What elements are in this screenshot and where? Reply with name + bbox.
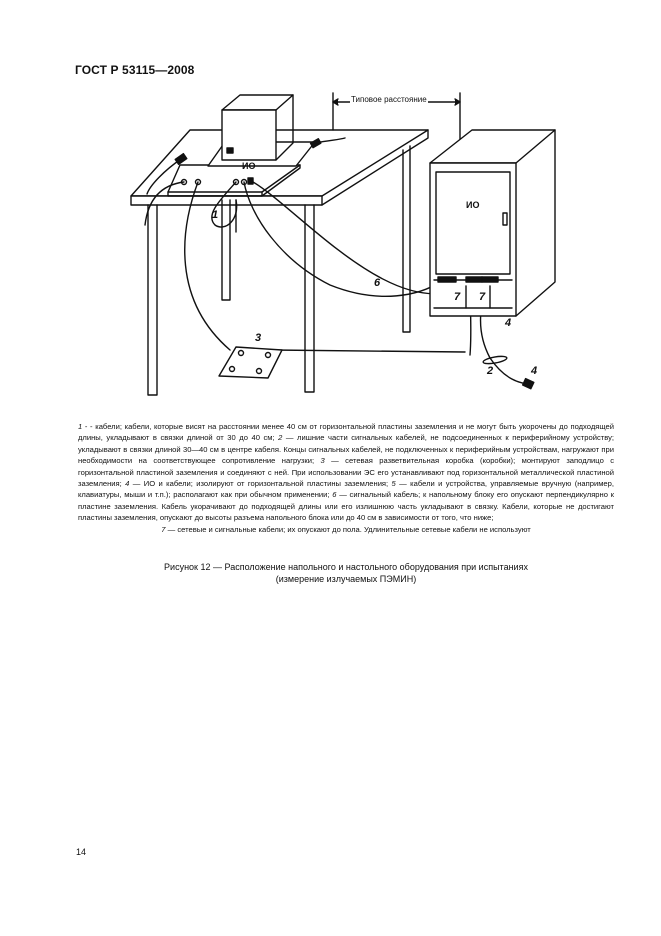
equipment-drawing (0, 0, 661, 410)
document-header: ГОСТ Р 53115—2008 (75, 63, 195, 77)
legend-text: — сигнальный кабель; к напольному блоку его опускают перпендикулярно к пластине заземления. Кабель укорачивают до подходящей длины или его излишнюю часть укладывают в связку. Кабели, которые не достигают пластины заземления, опускают до высоты разъема напольного блока или до 40 см в зависимости от того, что ниже; (78, 490, 615, 523)
legend-text: - - кабели; кабели, которые висят на расстоянии менее 40 см от горизонтальной пластины заземления и не могут быть укорочены до подходящей длины, укладывают в связки длиной от 30 до 40 см; (78, 422, 614, 443)
desk-eut-label: ИО (242, 161, 256, 171)
callout-7a: 7 (454, 291, 461, 303)
callout-1: 1 (212, 209, 219, 221)
figure-caption (78, 561, 614, 585)
callout-6: 6 (374, 277, 381, 289)
legend-num: 5 (391, 479, 396, 489)
callout-2: 2 (487, 365, 494, 377)
legend-paragraph (78, 421, 614, 524)
legend-text: — ИО и кабели; изолируют от горизонтальной пластины заземления; (129, 479, 392, 489)
legend-text: — лишние части сигнальных кабелей, не подсоединенных к периферийному устройству; укладывают в связки длиной 30—40 см в центре кабеля. Концы сигнальных кабелей, не подключенных к периферийным устройствам, нагружают при необходимости на соответствующее сопротивление нагрузки; (78, 433, 614, 466)
junction-box (219, 347, 282, 378)
legend-num: 1 (78, 422, 83, 431)
legend-text: — сетевые и сигнальные кабели; их опускают до пола. Удлинительные сетевые кабели не используют (165, 524, 531, 534)
callout-4a: 4 (505, 317, 512, 329)
page-number: 14 (76, 847, 87, 857)
caption-line-2: (измерение излучаемых ПЭМИН) (275, 574, 417, 584)
legend-num: 6 (332, 490, 337, 500)
legend-num: 4 (125, 479, 130, 489)
legend-num: 7 (161, 524, 166, 534)
legend-text: — кабели и устройства, управляемые вручную (например, клавиатуры, мыши и т.п.); располагают как при обычном применении; (78, 479, 614, 500)
caption-line-1: Рисунок 12 — Расположение напольного и настольного оборудования при испытаниях (164, 562, 528, 572)
callout-7b: 7 (479, 291, 486, 303)
distance-label: Типовое расстояние (351, 95, 427, 104)
legend-num: 3 (320, 456, 325, 466)
floor-eut (430, 130, 555, 316)
legend-num: 2 (278, 433, 283, 443)
legend-text: — сетевая разветвительная коробка (коробки); монтируют заподлицо с горизонтальной пластиной заземления и соединяют с ней. При использовании ЭС его устанавливают под горизонтальной металлической пластиной заземления; (78, 456, 615, 489)
legend-last-line (78, 524, 614, 535)
floor-eut-label: ИО (466, 200, 480, 210)
figure-12-diagram (0, 0, 661, 410)
callout-4b: 4 (531, 365, 538, 377)
callout-3: 3 (255, 332, 262, 344)
figure-legend (78, 421, 614, 535)
